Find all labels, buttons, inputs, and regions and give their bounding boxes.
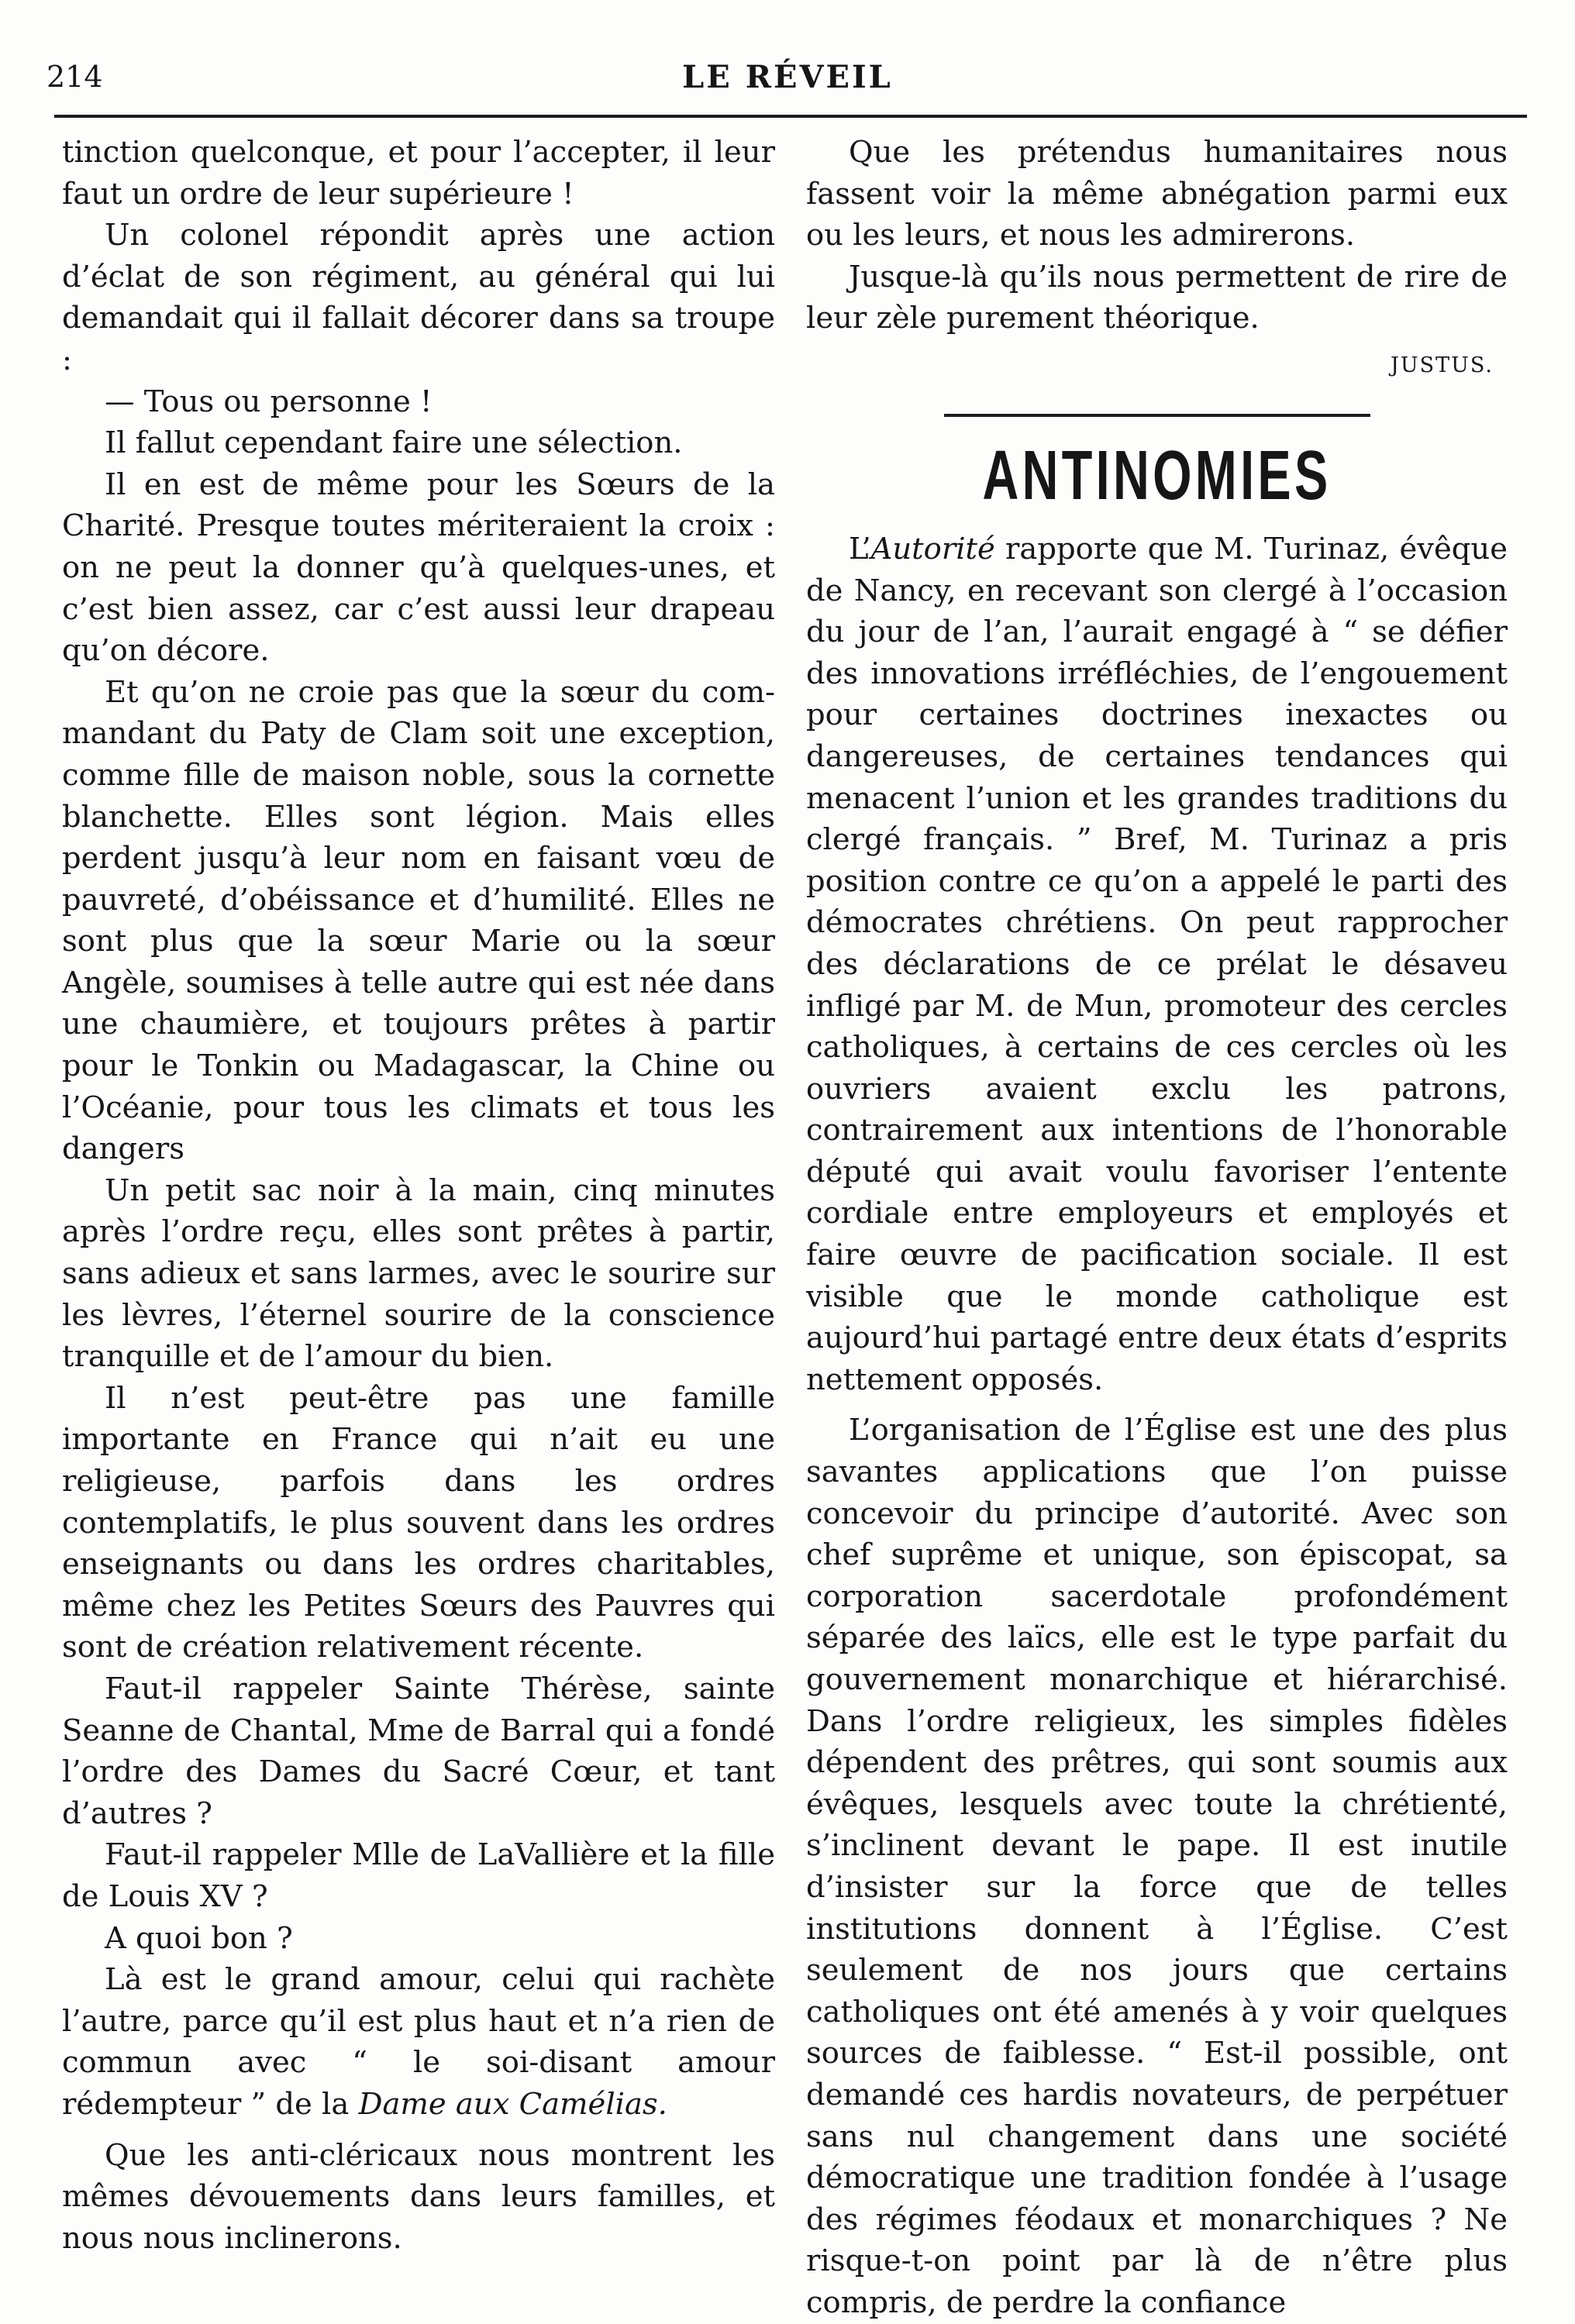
paragraph-text: Là est le grand amour, celui qui rachète l’autre, parce qu’il est plus haut et n’a rien de commun avec “ le soi-disant amour rédempteur ” de la <box>62 1962 775 2122</box>
paragraph: Il n’est peut-être pas une famille importante en France qui n’ait eu une religieuse, parfois dans les ordres contemplatifs, le plus souvent dans les ordres enseignants ou dans les ordres charitables, même chez les Petites Sœurs des Pauvres qui sont de création relativement récente. <box>62 1380 775 1665</box>
page-number: 214 <box>47 60 103 94</box>
right-column <box>806 132 1508 2320</box>
left-column <box>62 132 775 2256</box>
italic-title: Dame aux Camélias. <box>358 2086 667 2122</box>
antinomies-paragraph-2: L’organisation de l’Église est une des plus savantes applications que l’on puisse concevoir du principe d’autorité. Avec son chef suprême et unique, son épiscopat, sa corporation sacerdotale profondément séparée des laïcs, elle est le type parfait du gouvernement monarchique et hiérarchisé. Dans l’ordre religieux, les simples fidèles dépendent des prêtres, qui sont soumis aux évêques, lesquels avec toute la chrétienté, s’inclinent devant le pape. Il est inutile d’insister sur la force que de telles institutions donnent à l’Église. C’est seulement de nos jours que certains catholiques ont été amenés à y voir quelques sources de faiblesse. “ Est-il possible, ont demandé ces hardis novateurs, de perpétuer sans nul changement dans une société démocratique une tradition fondée à l’usage des régimes féodaux et monarchiques ? Ne risque-t-on point par là de n’être plus compris, de perdre la confiance <box>806 1413 1508 2320</box>
header-rule <box>54 115 1527 118</box>
section-title: ANTINOMIES <box>982 436 1332 515</box>
paragraph: Faut-il rappeler Mlle de LaVallière et la fille de Louis XV ? <box>62 1837 775 1914</box>
paragraph: Un colonel répondit après une action d’éclat de son régiment, au général qui lui demandait qui il fallait décorer dans sa troupe : <box>62 218 775 377</box>
paragraph: Jusque-là qu’ils nous permettent de rire de leur zèle purement théorique. <box>806 259 1508 336</box>
page-header <box>0 0 1575 124</box>
paragraph: Que les prétendus humanitaires nous fassent voir la même abnégation parmi eux ou les leurs, et nous les admirerons. <box>806 135 1508 253</box>
journal-title: LE RÉVEIL <box>682 59 893 95</box>
antinomies-paragraph-1 <box>806 528 1508 1400</box>
paragraph: tinction quelconque, et pour l’accepter, il leur faut un ordre de leur supérieure ! <box>62 135 775 212</box>
paragraph: A quoi bon ? <box>105 1920 293 1956</box>
paragraph-grand-amour <box>62 1959 775 2125</box>
paragraph: Un petit sac noir à la main, cinq minutes après l’ordre reçu, elles sont prêtes à partir, sans adieux et sans larmes, avec le sourire sur les lèvres, l’éternel sourire de la conscience tranquille et de l’amour du bien. <box>62 1172 775 1375</box>
author-signature: JUSTUS. <box>1391 353 1494 377</box>
section-divider <box>944 414 1370 417</box>
paragraph-text: rapporte que M. Turinaz, évêque de Nancy, en recevant son clergé à l’occasion du jour de l’an, l’aurait engagé à “ se défier des innovations irréfléchies, de l’engouement pour certaines doctrines inexactes ou dangereuses, de certaines tendances qui menacent l’union et les grandes traditions du clergé français. ” Bref, M. Turinaz a pris position contre ce qu’on a appelé le parti des démocrates chrétiens. On peut rapprocher des déclarations de ce prélat le désaveu infligé par M. de Mun, promoteur des cercles catholiques, à certains de ces cercles où les ouvriers avaient exclu les patrons, contrairement aux intentions de l’honorable député qui avait voulu favoriser l’entente cordiale entre employeurs et employés et faire œuvre de pacification sociale. Il est visible que le monde catholique est aujourd’hui partagé entre deux états d’esprits nettement opposés. <box>806 531 1508 1397</box>
paragraph: Faut-il rappeler Sainte Thérèse, sainte Seanne de Chantal, Mme de Barral qui a fondé l’ordre des Dames du Sacré Cœur, et tant d’autres ? <box>62 1671 775 1831</box>
paragraph: Que les anti-cléricaux nous montrent les mêmes dévouements dans leurs familles, et nous nous inclinerons. <box>62 2137 775 2256</box>
italic-journal-name: Autorité <box>870 531 995 566</box>
paragraph: Il fallut cependant faire une sélection. <box>105 425 683 461</box>
paragraph: Il en est de même pour les Sœurs de la Charité. Presque toutes mériteraient la croix : on ne peut la donner qu’à quelques-unes, et c’est bien assez, car c’est aussi leur drapeau qu’on décore. <box>62 467 775 669</box>
paragraph: Et qu’on ne croie pas que la sœur du commandant du Paty de Clam soit une exception, comme fille de maison noble, sous la cornette blanchette. Elles sont légion. Mais elles perdent jusqu’à leur nom en faisant vœu de pauvreté, d’obéissance et d’humilité. Elles ne sont plus que la sœur Marie ou la sœur Angèle, soumises à telle autre qui est née dans une chaumière, et toujours prêtes à partir pour le Tonkin ou Madagascar, la Chine ou l’Océanie, pour tous les climats et tous les dangers <box>62 674 775 1167</box>
paragraph: — Tous ou personne ! <box>105 384 433 419</box>
paragraph-start: L’ <box>849 531 871 566</box>
